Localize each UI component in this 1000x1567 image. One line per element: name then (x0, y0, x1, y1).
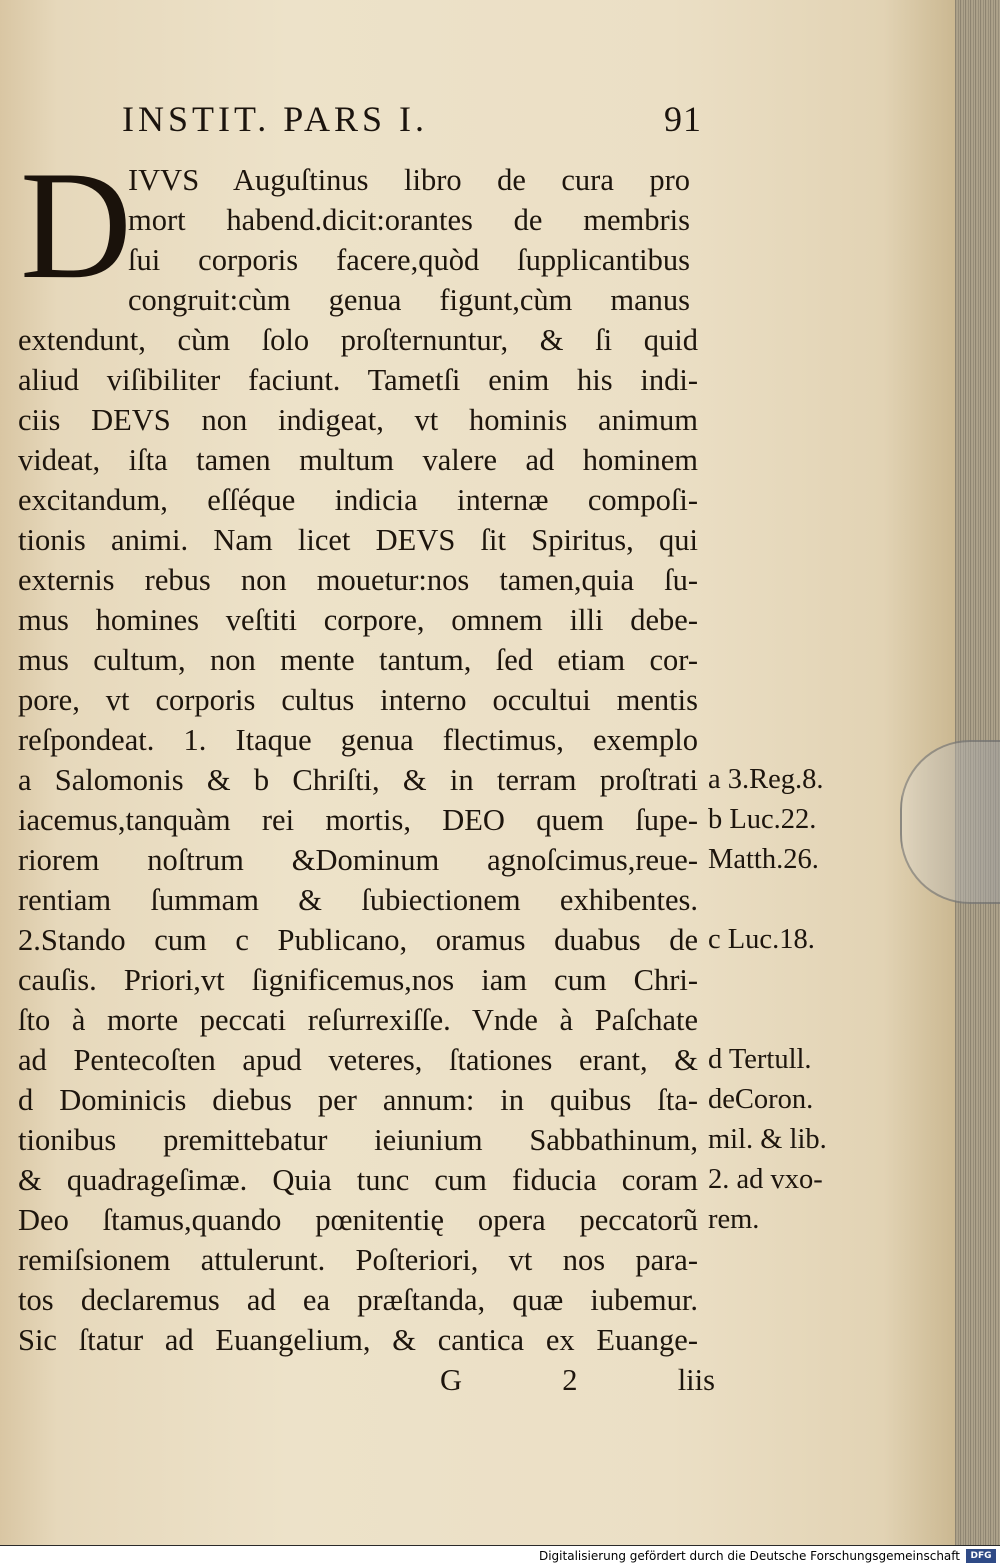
marginal-note: b Luc.22. (708, 804, 817, 835)
marginal-note: Matth.26. (708, 844, 819, 875)
drop-cap: D (20, 139, 132, 311)
text-line: tos declaremus ad ea præſtanda, quæ iubemur. (18, 1283, 698, 1317)
marginal-note: d Tertull. (708, 1044, 812, 1075)
text-line: a Salomonis & b Chriſti, & in terram proſtrati (18, 763, 698, 797)
text-line: reſpondeat. 1. Itaque genua flectimus, exemplo (18, 723, 698, 757)
text-line: ſto à morte peccati reſurrexiſſe. Vnde à Paſchate (18, 1003, 698, 1037)
text-line: IVVS Auguſtinus libro de cura pro (128, 163, 690, 197)
marginal-note: rem. (708, 1204, 760, 1235)
marginal-note: 2. ad vxo- (708, 1164, 823, 1195)
marginal-note: c Luc.18. (708, 924, 815, 955)
text-line: videat, iſta tamen multum valere ad hominem (18, 443, 698, 477)
text-line: ſui corporis facere,quòd ſupplicantibus (128, 243, 690, 277)
text-line: mus homines veſtiti corpore, omnem illi debe- (18, 603, 698, 637)
text-line: mort habend.dicit:orantes de membris (128, 203, 690, 237)
marginal-note: deCoron. (708, 1084, 814, 1115)
running-title: INSTIT. PARS I. (122, 99, 429, 139)
text-line: externis rebus non mouetur:nos tamen,quia ſu- (18, 563, 698, 597)
text-line: aliud viſibiliter faciunt. Tametſi enim his indi- (18, 363, 698, 397)
text-line: rentiam ſummam & ſubiectionem exhibentes. (18, 883, 698, 917)
text-line: excitandum, eſſéque indicia internæ compoſi- (18, 483, 698, 517)
text-line: pore, vt corporis cultus interno occultui mentis (18, 683, 698, 717)
dfg-logo: DFG (966, 1549, 996, 1563)
text-line: d Dominicis diebus per annum: in quibus ſta- (18, 1083, 698, 1117)
text-line: riorem noſtrum &Dominum agnoſcimus,reue- (18, 843, 698, 877)
text-line: extendunt, cùm ſolo proſternuntur, & ſi quid (18, 323, 698, 357)
text-line: & quadrageſimæ. Quia tunc cum fiducia coram (18, 1163, 698, 1197)
text-line: tionis animi. Nam licet DEVS ſit Spiritus, qui (18, 523, 698, 557)
text-line: 2.Stando cum c Publicano, oramus duabus de (18, 923, 698, 957)
text-line: iacemus,tanquàm rei mortis, DEO quem ſupe- (18, 803, 698, 837)
digitization-footer (0, 1546, 1000, 1567)
text-line: remiſsionem attulerunt. Poſteriori, vt nos para- (18, 1243, 698, 1277)
marginal-note: a 3.Reg.8. (708, 764, 824, 795)
text-line: cauſis. Priori,vt ſignificemus,nos iam cum Chri- (18, 963, 698, 997)
text-line: ad Pentecoſten apud veteres, ſtationes erant, & (18, 1043, 698, 1077)
running-header (122, 98, 702, 148)
footer-credit: Digitalisierung gefördert durch die Deutsche Forschungsgemeinschaft (538, 1549, 960, 1563)
text-line: Sic ſtatur ad Euangelium, & cantica ex Euange- (18, 1323, 698, 1357)
text-line: tionibus premittebatur ieiunium Sabbathinum, (18, 1123, 698, 1157)
text-line: congruit:cùm genua figunt,cùm manus (128, 283, 690, 317)
text-line: Deo ſtamus,quando pœnitentię opera peccatorũ (18, 1203, 698, 1237)
text-line: mus cultum, non mente tantum, ſed etiam cor- (18, 643, 698, 677)
marginal-note: mil. & lib. (708, 1124, 827, 1155)
signature-catchword: G 2 liis (440, 1363, 715, 1397)
page-number: 91 (664, 99, 702, 139)
text-line: ciis DEVS non indigeat, vt hominis animum (18, 403, 698, 437)
